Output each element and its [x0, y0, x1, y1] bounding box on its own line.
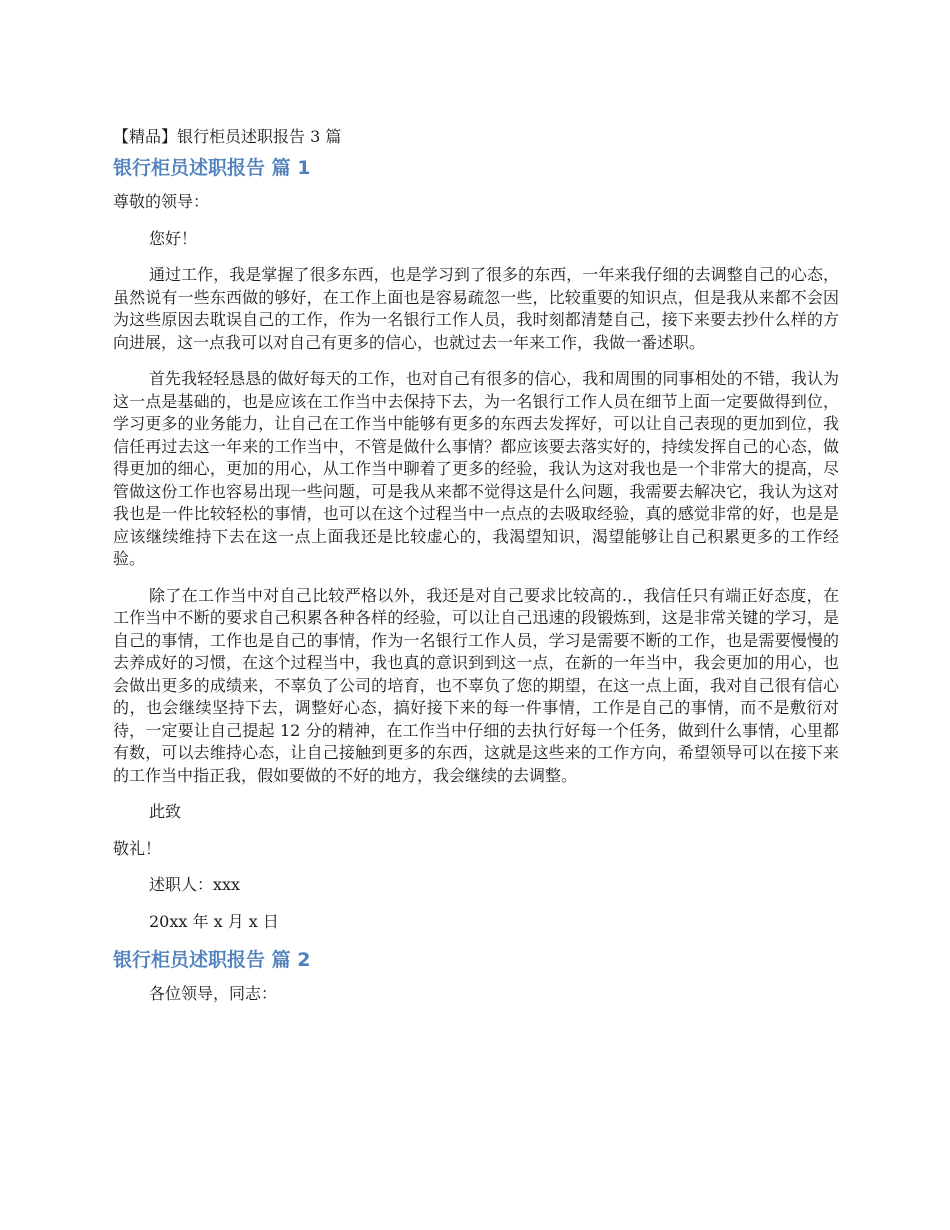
greeting: 您好！: [149, 228, 198, 248]
section-2-salutation: 各位领导，同志：: [149, 984, 278, 1003]
document-page: [113, 125, 839, 1020]
body-paragraph-1: 通过工作，我是掌握了很多东西，也是学习到了很多的东西，一年来我仔细的去调整自己的心态，虽然说有一些东西做的够好，在工作上面也是容易疏忽一些，比较重要的知识点，但是我从来都不会因为这些原因去耽误自己的工作，作为一名银行工作人员，我时刻都清楚自己，接下来要去抄什么样的方向进展，这一点我可以对自己有更多的信心，也就过去一年来工作，我做一番述职。: [113, 265, 839, 352]
signer: 述职人：xxx: [149, 875, 241, 894]
section-1-heading: 银行柜员述职报告 篇 1: [113, 157, 311, 179]
date: 20xx 年 x 月 x 日: [149, 911, 279, 931]
section-2-heading: 银行柜员述职报告 篇 2: [113, 949, 311, 971]
body-paragraph-3: 除了在工作当中对自己比较严格以外，我还是对自己要求比较高的.，我信任只有端正好态度，在工作当中不断的要求自己积累各种各样的经验，可以让自己迅速的段锻炼到，这是非常关键的学习，是自己的事情，工作也是自己的事情，作为一名银行工作人员，学习是需要不断的工作，也是需要慢慢的去养成好的习惯，在这个过程当中，我也真的意识到到这一点，在新的一年当中，我会更加的用心，也会做出更多的成绩来，不辜负了公司的培育，也不辜负了您的期望，在这一点上面，我对自己很有信心的，也会继续坚持下去，调整好心态，搞好接下来的每一件事情，工作是自己的事情，而不是敷衍对待，一定要让自己提起 12 分的精神，在工作当中仔细的去执行好每一个任务，做到什么事情，心里都有数，可以去维持心态，让自己接触到更多的东西，这就是这些来的工作方向，希望领导可以在接下来的工作当中指正我，假如要做的不好的地方，我会继续的去调整。: [113, 585, 839, 785]
closing-line-2: 敬礼！: [113, 838, 162, 858]
closing-line-1: 此致: [149, 802, 182, 821]
document-title: 【精品】银行柜员述职报告 3 篇: [113, 127, 342, 146]
salutation: 尊敬的领导：: [113, 192, 210, 211]
body-paragraph-2: 首先我轻轻恳恳的做好每天的工作，也对自己有很多的信心，我和周围的同事相处的不错，我认为这一点是基础的，也是应该在工作当中去保持下去，为一名银行工作人员在细节上面一定要做得到位，学习更多的业务能力，让自己在工作当中能够有更多的东西去发挥好，可以让自己表现的更加到位，我信任再过去这一年来的工作当中，不管是做什么事情？都应该要去落实好的，持续发挥自己的心态，做得更加的细心，更加的用心，从工作当中聊着了更多的经验，我认为这对我也是一个非常大的提高，尽管做这份工作也容易出现一些问题，可是我从来都不觉得这是什么问题，我需要去解决它，我认为这对我也是一件比较轻松的事情，也可以在这个过程当中一点点的去吸取经验，真的感觉非常的好，也是是应该继续维持下去在这一点上面我还是比较虚心的，我渴望知识，渴望能够让自己积累更多的工作经验。: [113, 369, 839, 568]
